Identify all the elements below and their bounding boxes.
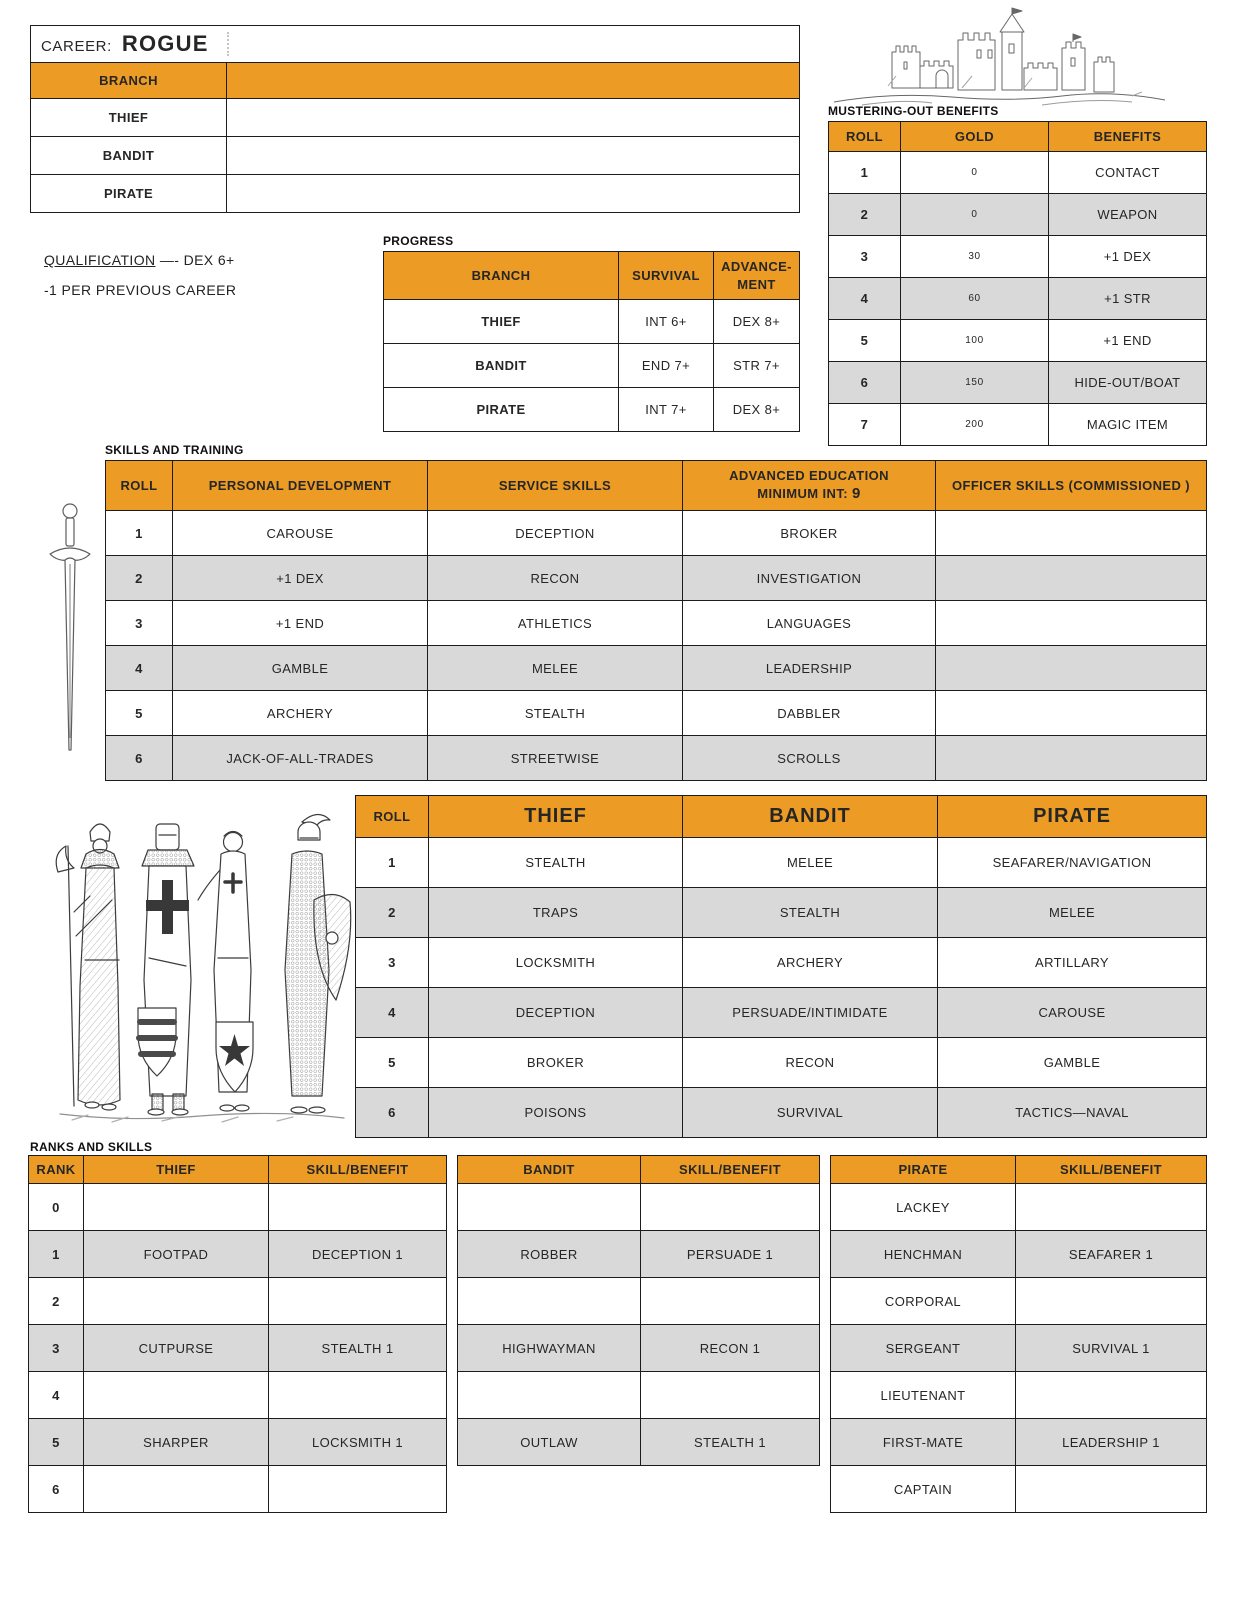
progress-branch-cell: THIEF xyxy=(384,300,619,344)
skills-service-cell: STREETWISE xyxy=(428,736,683,781)
table-row xyxy=(458,1184,820,1231)
rank-skill-cell: SURVIVAL 1 xyxy=(1016,1325,1207,1372)
ranks-title: RANKS AND SKILLS xyxy=(30,1140,153,1154)
bskills-roll-cell: 1 xyxy=(356,838,429,888)
rank-name-cell xyxy=(84,1184,269,1231)
branch-column-header: BRANCH xyxy=(31,63,227,99)
skills-advanced-cell: BROKER xyxy=(683,511,936,556)
rank-skill-cell: DECEPTION 1 xyxy=(269,1231,447,1278)
branch-header-blank xyxy=(227,63,800,99)
bskills-roll-cell: 5 xyxy=(356,1038,429,1088)
bskills-roll-cell: 3 xyxy=(356,938,429,988)
rank-skill-cell: PERSUADE 1 xyxy=(641,1231,820,1278)
rank-skill-cell xyxy=(641,1278,820,1325)
table-row xyxy=(356,1088,1207,1138)
rank-skill-cell xyxy=(1016,1372,1207,1419)
table-row xyxy=(829,404,1207,446)
mustering-benefit-cell: WEAPON xyxy=(1049,194,1207,236)
bskills-thief-cell: POISONS xyxy=(429,1088,683,1138)
mustering-gold-cell: 0 xyxy=(901,194,1049,236)
rank-name-cell xyxy=(458,1372,641,1419)
ranks-thief-table xyxy=(28,1155,447,1513)
skills-col-roll: ROLL xyxy=(106,461,173,511)
bskills-thief-cell: STEALTH xyxy=(429,838,683,888)
mustering-benefit-cell: +1 END xyxy=(1049,320,1207,362)
skills-personal-cell: GAMBLE xyxy=(173,646,428,691)
skills-roll-cell: 1 xyxy=(106,511,173,556)
ranks-col-thief: THIEF xyxy=(84,1156,269,1184)
rank-name-cell: HIGHWAYMAN xyxy=(458,1325,641,1372)
rank-skill-cell xyxy=(1016,1466,1207,1513)
mustering-benefit-cell: MAGIC ITEM xyxy=(1049,404,1207,446)
table-row xyxy=(356,988,1207,1038)
mustering-gold-cell: 200 xyxy=(901,404,1049,446)
knights-illustration xyxy=(52,808,352,1126)
rank-name-cell: SHARPER xyxy=(84,1419,269,1466)
table-row xyxy=(831,1419,1207,1466)
bskills-pirate-cell: GAMBLE xyxy=(938,1038,1207,1088)
bskills-pirate-cell: ARTILLARY xyxy=(938,938,1207,988)
branch-label-bandit: BANDIT xyxy=(31,137,227,175)
progress-col-survival: SURVIVAL xyxy=(619,252,714,300)
career-title-divider xyxy=(227,32,229,56)
progress-survival-cell: INT 7+ xyxy=(619,388,714,432)
table-row xyxy=(29,1231,447,1278)
skills-personal-cell: +1 DEX xyxy=(173,556,428,601)
minimum-int-value: 9 xyxy=(852,485,861,503)
progress-col-branch: BRANCH xyxy=(384,252,619,300)
table-row xyxy=(458,1325,820,1372)
table-row xyxy=(29,1184,447,1231)
rank-number-cell: 5 xyxy=(29,1419,84,1466)
rank-name-cell: HENCHMAN xyxy=(831,1231,1016,1278)
mustering-roll-cell: 7 xyxy=(829,404,901,446)
bskills-bandit-cell: PERSUADE/INTIMIDATE xyxy=(683,988,938,1038)
rank-name-cell: FOOTPAD xyxy=(84,1231,269,1278)
qualification-label: QUALIFICATION xyxy=(44,252,156,268)
skills-advanced-cell: DABBLER xyxy=(683,691,936,736)
career-label: CAREER: xyxy=(41,38,112,55)
progress-advancement-cell: DEX 8+ xyxy=(714,300,800,344)
rank-skill-cell xyxy=(269,1466,447,1513)
career-branch-table xyxy=(30,25,800,213)
table-row xyxy=(106,691,1207,736)
branch-skills-section xyxy=(355,795,1207,1138)
rank-skill-cell xyxy=(269,1372,447,1419)
skills-officer-cell xyxy=(936,691,1207,736)
skills-advanced-cell: LANGUAGES xyxy=(683,601,936,646)
skills-officer-cell xyxy=(936,736,1207,781)
table-row xyxy=(831,1325,1207,1372)
mustering-gold-cell: 30 xyxy=(901,236,1049,278)
bandit-ranks xyxy=(457,1155,820,1466)
bskills-col-thief: THIEF xyxy=(429,796,683,838)
table-row xyxy=(29,1372,447,1419)
bskills-thief-cell: LOCKSMITH xyxy=(429,938,683,988)
table-row xyxy=(29,1419,447,1466)
rank-skill-cell: LEADERSHIP 1 xyxy=(1016,1419,1207,1466)
bskills-pirate-cell: MELEE xyxy=(938,888,1207,938)
skills-roll-cell: 6 xyxy=(106,736,173,781)
rank-number-cell: 1 xyxy=(29,1231,84,1278)
table-row xyxy=(829,278,1207,320)
table-row xyxy=(384,344,800,388)
table-row xyxy=(106,646,1207,691)
bskills-roll-cell: 6 xyxy=(356,1088,429,1138)
progress-col-advancement xyxy=(714,252,800,300)
branch-pirate-fill-in xyxy=(227,175,800,213)
rank-skill-cell: RECON 1 xyxy=(641,1325,820,1372)
table-row xyxy=(384,388,800,432)
rank-name-cell xyxy=(458,1184,641,1231)
branch-label-thief: THIEF xyxy=(31,99,227,137)
mustering-roll-cell: 2 xyxy=(829,194,901,236)
table-row xyxy=(458,1231,820,1278)
skills-officer-cell xyxy=(936,556,1207,601)
table-row xyxy=(831,1466,1207,1513)
skills-roll-cell: 5 xyxy=(106,691,173,736)
bskills-thief-cell: TRAPS xyxy=(429,888,683,938)
rank-skill-cell xyxy=(269,1184,447,1231)
table-row xyxy=(831,1278,1207,1325)
rank-name-cell xyxy=(458,1278,641,1325)
table-row xyxy=(106,511,1207,556)
table-row xyxy=(356,888,1207,938)
qualification-requirement: —- DEX 6+ xyxy=(159,252,235,268)
rank-skill-cell xyxy=(1016,1278,1207,1325)
rank-name-cell xyxy=(84,1278,269,1325)
skills-col-officer: OFFICER SKILLS (COMMISSIONED ) xyxy=(936,461,1207,511)
table-row xyxy=(458,1372,820,1419)
rank-skill-cell xyxy=(1016,1184,1207,1231)
mustering-col-benefits: BENEFITS xyxy=(1049,122,1207,152)
rank-number-cell: 0 xyxy=(29,1184,84,1231)
skills-personal-cell: CAROUSE xyxy=(173,511,428,556)
rank-name-cell: CUTPURSE xyxy=(84,1325,269,1372)
skills-col-personal: PERSONAL DEVELOPMENT xyxy=(173,461,428,511)
rank-number-cell: 2 xyxy=(29,1278,84,1325)
bskills-pirate-cell: CAROUSE xyxy=(938,988,1207,1038)
progress-branch-cell: BANDIT xyxy=(384,344,619,388)
ranks-col-pirate: PIRATE xyxy=(831,1156,1016,1184)
mustering-table xyxy=(828,121,1207,446)
table-row xyxy=(458,1419,820,1466)
table-row xyxy=(458,1278,820,1325)
rank-skill-cell: STEALTH 1 xyxy=(269,1325,447,1372)
rank-name-cell: ROBBER xyxy=(458,1231,641,1278)
skills-col-service: SERVICE SKILLS xyxy=(428,461,683,511)
bskills-col-roll: ROLL xyxy=(356,796,429,838)
mustering-roll-cell: 1 xyxy=(829,152,901,194)
rank-skill-cell: SEAFARER 1 xyxy=(1016,1231,1207,1278)
career-title-row xyxy=(31,26,800,63)
skills-service-cell: ATHLETICS xyxy=(428,601,683,646)
progress-advancement-cell: STR 7+ xyxy=(714,344,800,388)
bskills-pirate-cell: SEAFARER/NAVIGATION xyxy=(938,838,1207,888)
skills-personal-cell: +1 END xyxy=(173,601,428,646)
mustering-roll-cell: 3 xyxy=(829,236,901,278)
skills-service-cell: DECEPTION xyxy=(428,511,683,556)
skills-roll-cell: 2 xyxy=(106,556,173,601)
rank-name-cell: FIRST-MATE xyxy=(831,1419,1016,1466)
table-row xyxy=(106,601,1207,646)
rank-number-cell: 4 xyxy=(29,1372,84,1419)
table-row xyxy=(831,1231,1207,1278)
bskills-roll-cell: 2 xyxy=(356,888,429,938)
skills-table xyxy=(105,460,1207,781)
advancement-header-line1: ADVANCE- xyxy=(721,258,792,274)
branch-label-pirate: PIRATE xyxy=(31,175,227,213)
branch-thief-fill-in xyxy=(227,99,800,137)
mustering-benefit-cell: HIDE-OUT/BOAT xyxy=(1049,362,1207,404)
bskills-col-bandit: BANDIT xyxy=(683,796,938,838)
table-row xyxy=(831,1372,1207,1419)
progress-survival-cell: INT 6+ xyxy=(619,300,714,344)
bskills-bandit-cell: MELEE xyxy=(683,838,938,888)
skills-officer-cell xyxy=(936,646,1207,691)
rank-name-cell: SERGEANT xyxy=(831,1325,1016,1372)
advanced-education-line2 xyxy=(687,484,931,504)
table-row xyxy=(29,1325,447,1372)
table-row xyxy=(829,320,1207,362)
qualification-line xyxy=(44,252,374,268)
bskills-bandit-cell: RECON xyxy=(683,1038,938,1088)
skills-advanced-cell: INVESTIGATION xyxy=(683,556,936,601)
table-row xyxy=(356,938,1207,988)
skills-service-cell: RECON xyxy=(428,556,683,601)
table-row xyxy=(384,300,800,344)
advancement-header-line2: MENT xyxy=(737,276,776,292)
table-row xyxy=(829,194,1207,236)
branch-bandit-fill-in xyxy=(227,137,800,175)
skills-col-advanced xyxy=(683,461,936,511)
rank-name-cell: OUTLAW xyxy=(458,1419,641,1466)
rank-skill-cell: LOCKSMITH 1 xyxy=(269,1419,447,1466)
rank-name-cell xyxy=(84,1466,269,1513)
bskills-bandit-cell: ARCHERY xyxy=(683,938,938,988)
mustering-col-gold: GOLD xyxy=(901,122,1049,152)
bskills-roll-cell: 4 xyxy=(356,988,429,1038)
ranks-col-skill: SKILL/BENEFIT xyxy=(641,1156,820,1184)
ranks-col-skill: SKILL/BENEFIT xyxy=(1016,1156,1207,1184)
rank-name-cell: LACKEY xyxy=(831,1184,1016,1231)
table-row xyxy=(29,1466,447,1513)
bskills-thief-cell: DECEPTION xyxy=(429,988,683,1038)
mustering-gold-cell: 60 xyxy=(901,278,1049,320)
skills-personal-cell: ARCHERY xyxy=(173,691,428,736)
rank-skill-cell xyxy=(641,1184,820,1231)
table-row xyxy=(29,1278,447,1325)
rank-number-cell: 3 xyxy=(29,1325,84,1372)
qualification-block xyxy=(44,252,374,298)
skills-roll-cell: 3 xyxy=(106,601,173,646)
skills-advanced-cell: SCROLLS xyxy=(683,736,936,781)
knights-icon xyxy=(52,808,352,1126)
thief-ranks xyxy=(28,1155,447,1513)
ranks-bandit-table xyxy=(457,1155,820,1466)
mustering-col-roll: ROLL xyxy=(829,122,901,152)
skills-officer-cell xyxy=(936,601,1207,646)
progress-title: PROGRESS xyxy=(383,234,454,248)
table-row xyxy=(831,1184,1207,1231)
rank-skill-cell: STEALTH 1 xyxy=(641,1419,820,1466)
pirate-ranks xyxy=(830,1155,1207,1513)
qualification-note: -1 PER PREVIOUS CAREER xyxy=(44,282,237,298)
bskills-bandit-cell: SURVIVAL xyxy=(683,1088,938,1138)
rank-name-cell: CAPTAIN xyxy=(831,1466,1016,1513)
career-box xyxy=(30,25,800,213)
career-value: ROGUE xyxy=(121,31,209,56)
bskills-bandit-cell: STEALTH xyxy=(683,888,938,938)
mustering-title: MUSTERING-OUT BENEFITS xyxy=(828,104,999,118)
bskills-pirate-cell: TACTICS—NAVAL xyxy=(938,1088,1207,1138)
mustering-benefit-cell: +1 STR xyxy=(1049,278,1207,320)
progress-table xyxy=(383,251,800,432)
mustering-roll-cell: 4 xyxy=(829,278,901,320)
table-row xyxy=(356,1038,1207,1088)
branch-skills-table xyxy=(355,795,1207,1138)
progress-survival-cell: END 7+ xyxy=(619,344,714,388)
mustering-roll-cell: 5 xyxy=(829,320,901,362)
mustering-gold-cell: 150 xyxy=(901,362,1049,404)
mustering-section xyxy=(828,104,1207,446)
skills-section xyxy=(105,443,1207,781)
advanced-education-line1: ADVANCED EDUCATION xyxy=(729,467,889,483)
table-row xyxy=(106,736,1207,781)
table-row xyxy=(829,236,1207,278)
skills-advanced-cell: LEADERSHIP xyxy=(683,646,936,691)
table-row xyxy=(106,556,1207,601)
mustering-benefit-cell: +1 DEX xyxy=(1049,236,1207,278)
rank-skill-cell xyxy=(641,1372,820,1419)
mustering-benefit-cell: CONTACT xyxy=(1049,152,1207,194)
skills-service-cell: STEALTH xyxy=(428,691,683,736)
ranks-col-bandit: BANDIT xyxy=(458,1156,641,1184)
table-row xyxy=(829,362,1207,404)
rank-name-cell: CORPORAL xyxy=(831,1278,1016,1325)
rank-number-cell: 6 xyxy=(29,1466,84,1513)
table-row xyxy=(356,838,1207,888)
ranks-col-rank: RANK xyxy=(29,1156,84,1184)
progress-advancement-cell: DEX 8+ xyxy=(714,388,800,432)
skills-officer-cell xyxy=(936,511,1207,556)
minimum-int-label: MINIMUM INT: xyxy=(757,486,848,502)
progress-section xyxy=(383,234,800,432)
castle-icon xyxy=(832,6,1167,106)
bskills-col-pirate: PIRATE xyxy=(938,796,1207,838)
skills-service-cell: MELEE xyxy=(428,646,683,691)
castle-illustration xyxy=(832,6,1167,106)
mustering-roll-cell: 6 xyxy=(829,362,901,404)
sword-icon xyxy=(44,500,96,762)
rank-name-cell: LIEUTENANT xyxy=(831,1372,1016,1419)
skills-personal-cell: JACK-OF-ALL-TRADES xyxy=(173,736,428,781)
rank-name-cell xyxy=(84,1372,269,1419)
rank-skill-cell xyxy=(269,1278,447,1325)
skills-title: SKILLS AND TRAINING xyxy=(105,443,244,457)
mustering-gold-cell: 0 xyxy=(901,152,1049,194)
skills-roll-cell: 4 xyxy=(106,646,173,691)
ranks-pirate-table xyxy=(830,1155,1207,1513)
sword-illustration xyxy=(44,500,96,762)
bskills-thief-cell: BROKER xyxy=(429,1038,683,1088)
progress-branch-cell: PIRATE xyxy=(384,388,619,432)
table-row xyxy=(829,152,1207,194)
mustering-gold-cell: 100 xyxy=(901,320,1049,362)
ranks-col-skill: SKILL/BENEFIT xyxy=(269,1156,447,1184)
